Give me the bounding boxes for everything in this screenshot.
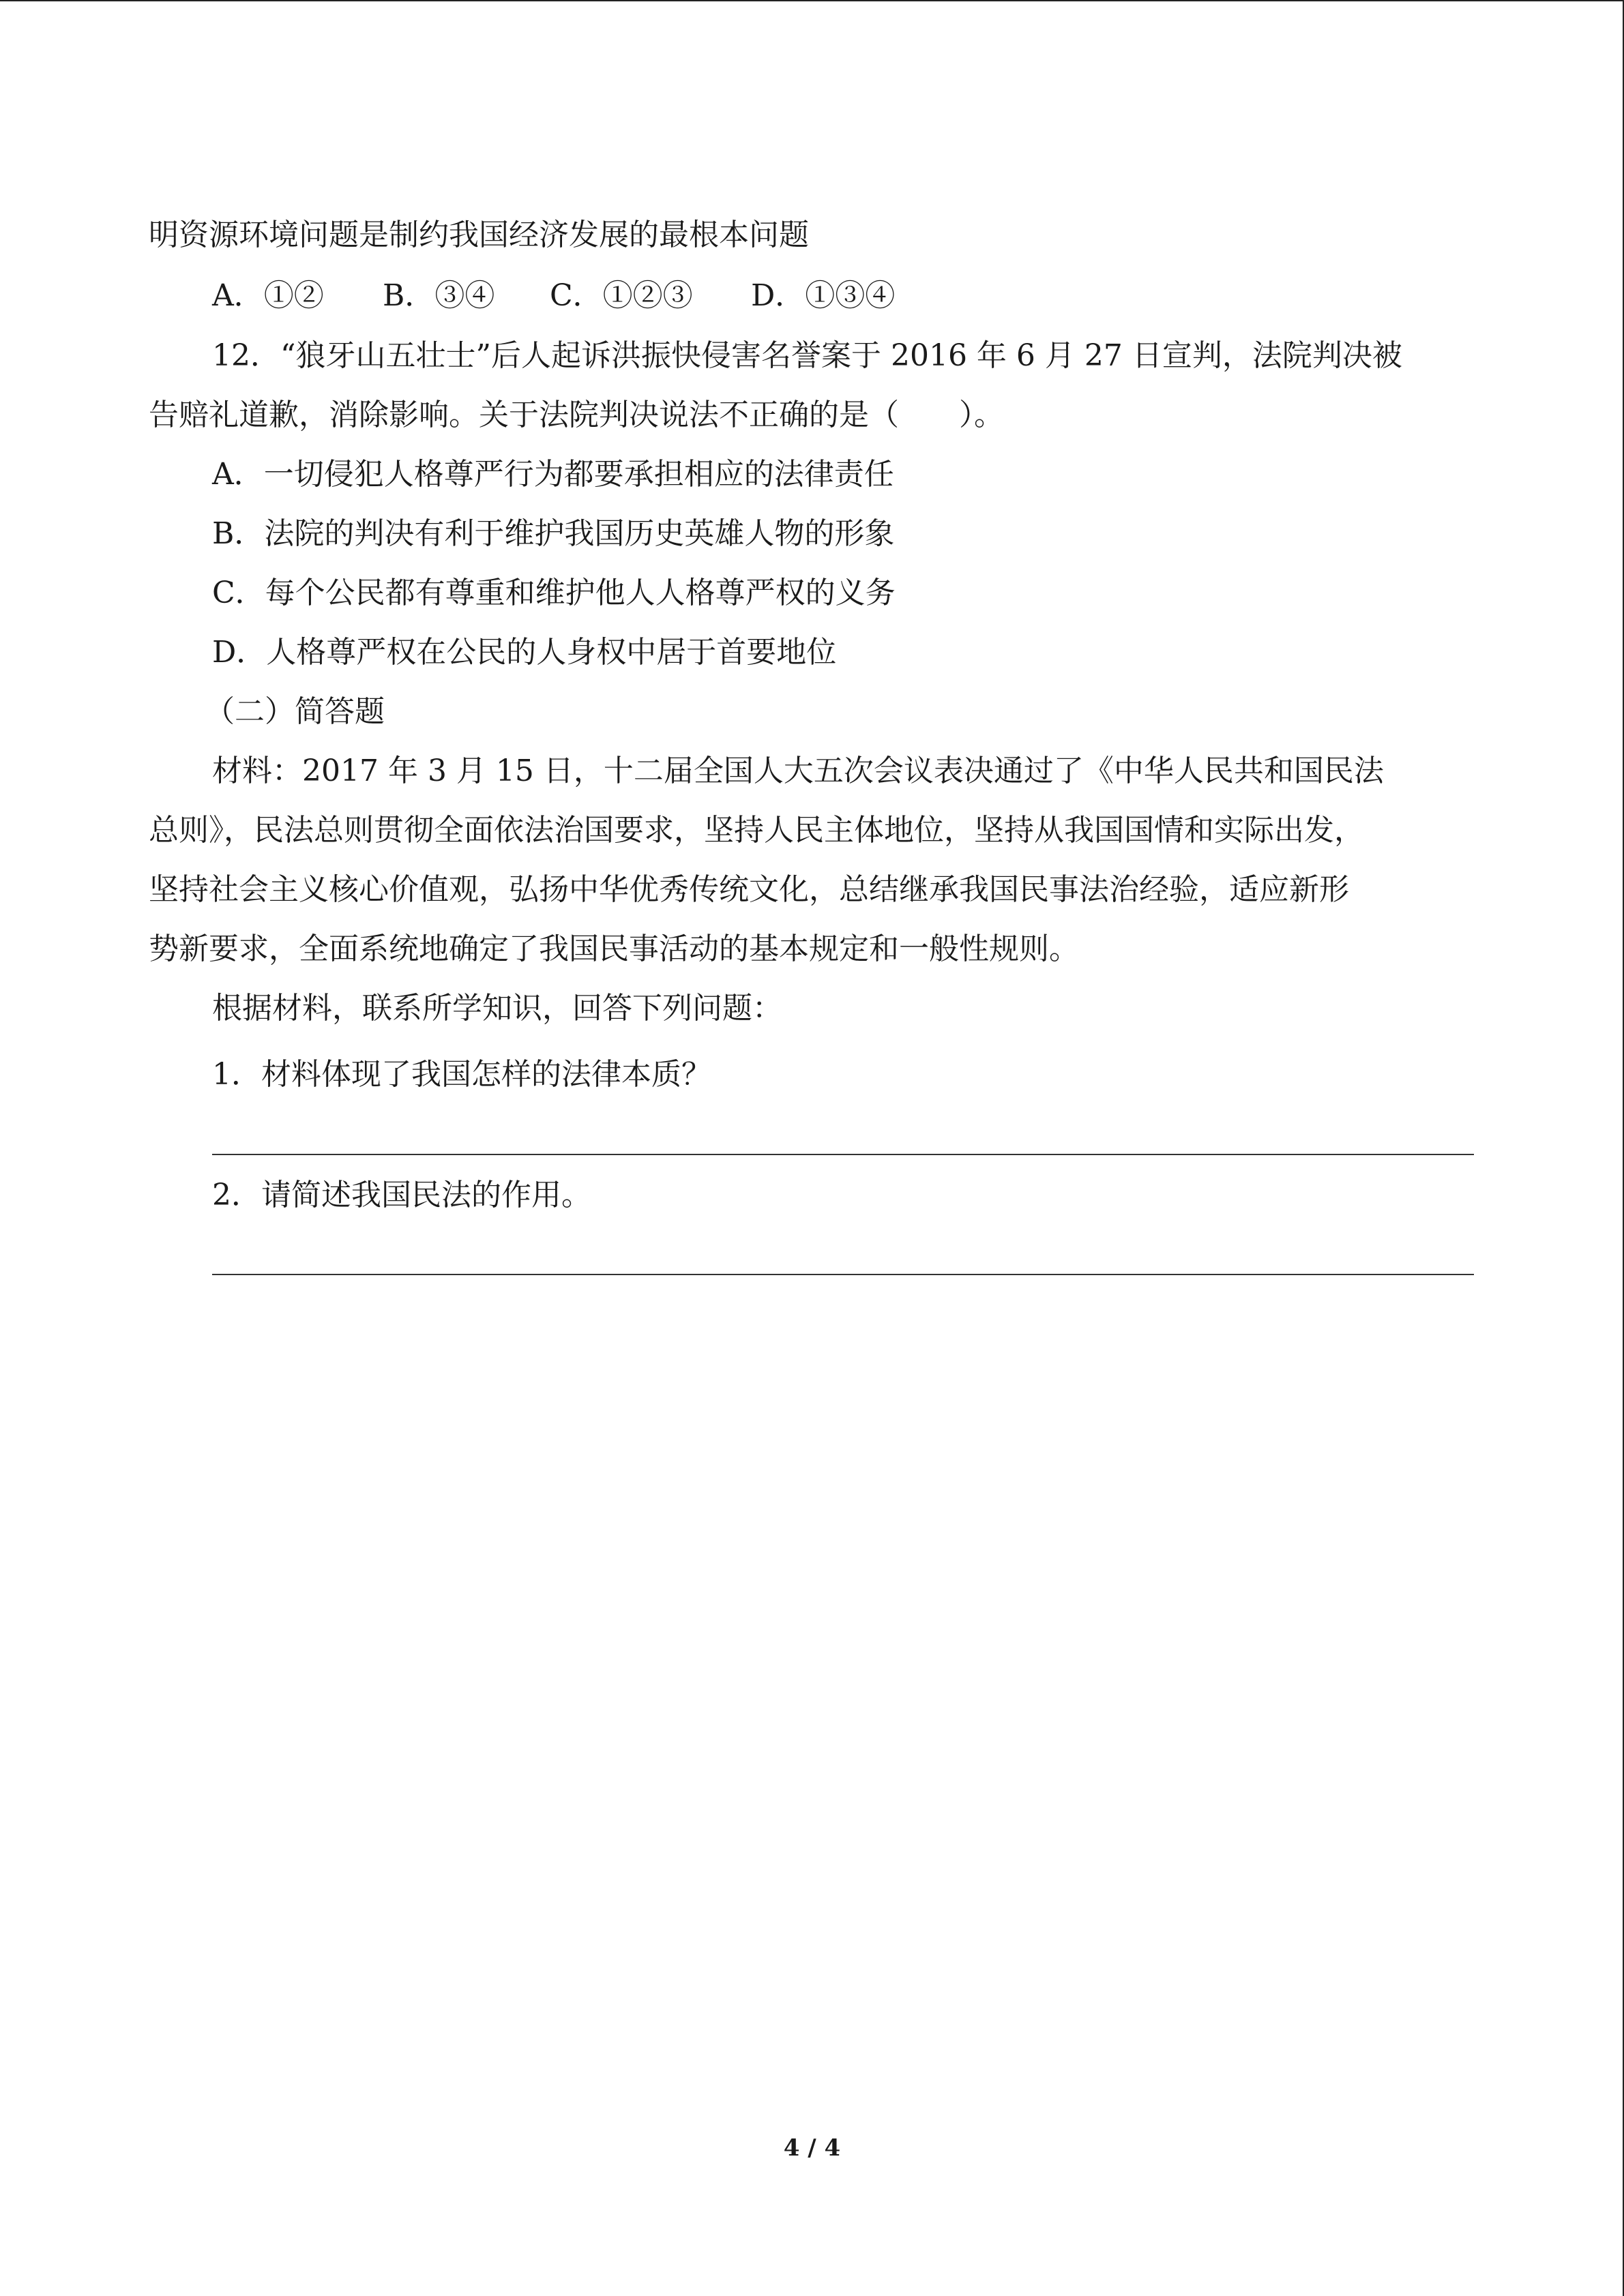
q12-choice-c: C．每个公民都有尊重和维护他人人格尊严权的义务	[212, 576, 896, 610]
q11-continuation: 明资源环境问题是制约我国经济发展的最根本问题	[149, 218, 809, 252]
q11-option-d: D．①③④	[751, 278, 896, 313]
q12-choice-a: A．一切侵犯人格尊严行为都要承担相应的法律责任	[212, 457, 894, 492]
q12-choice-d: D．人格尊严权在公民的人身权中居于首要地位	[212, 635, 837, 670]
question-prompt: 根据材料，联系所学知识，回答下列问题：	[212, 991, 782, 1026]
page-number: 4 / 4	[783, 2134, 841, 2162]
q11-option-b: B．③④	[383, 278, 495, 313]
question-1: 1．材料体现了我国怎样的法律本质？	[212, 1057, 711, 1092]
answer-line-1[interactable]	[212, 1154, 1474, 1155]
q11-options	[212, 275, 895, 316]
answer-line-2[interactable]	[212, 1274, 1474, 1275]
q12-stem-line1: 12．“狼牙山五壮士”后人起诉洪振快侵害名誉案于 2016 年 6 月 27 日宣判，法院判决被	[212, 338, 1402, 373]
q12-choice-b: B．法院的判决有利于维护我国历史英雄人物的形象	[212, 516, 895, 551]
material-line-1: 材料：2017 年 3 月 15 日，十二届全国人大五次会议表决通过了《中华人民共和国民法	[212, 754, 1384, 788]
material-line-3: 坚持社会主义核心价值观，弘扬中华优秀传统文化，总结继承我国民事法治经验，适应新形	[149, 872, 1349, 907]
q11-option-a: A．①②	[212, 278, 324, 313]
section-heading: （二）简答题	[205, 694, 385, 729]
material-line-2: 总则》，民法总则贯彻全面依法治国要求，坚持人民主体地位，坚持从我国国情和实际出发，	[149, 813, 1364, 848]
material-line-4: 势新要求，全面系统地确定了我国民事活动的基本规定和一般性规则。	[149, 931, 1079, 966]
question-2: 2．请简述我国民法的作用。	[212, 1178, 591, 1212]
q12-stem-line2: 告赔礼道歉，消除影响。关于法院判决说法不正确的是（ ）。	[149, 398, 1004, 432]
q11-option-c: C．①②③	[550, 278, 693, 313]
